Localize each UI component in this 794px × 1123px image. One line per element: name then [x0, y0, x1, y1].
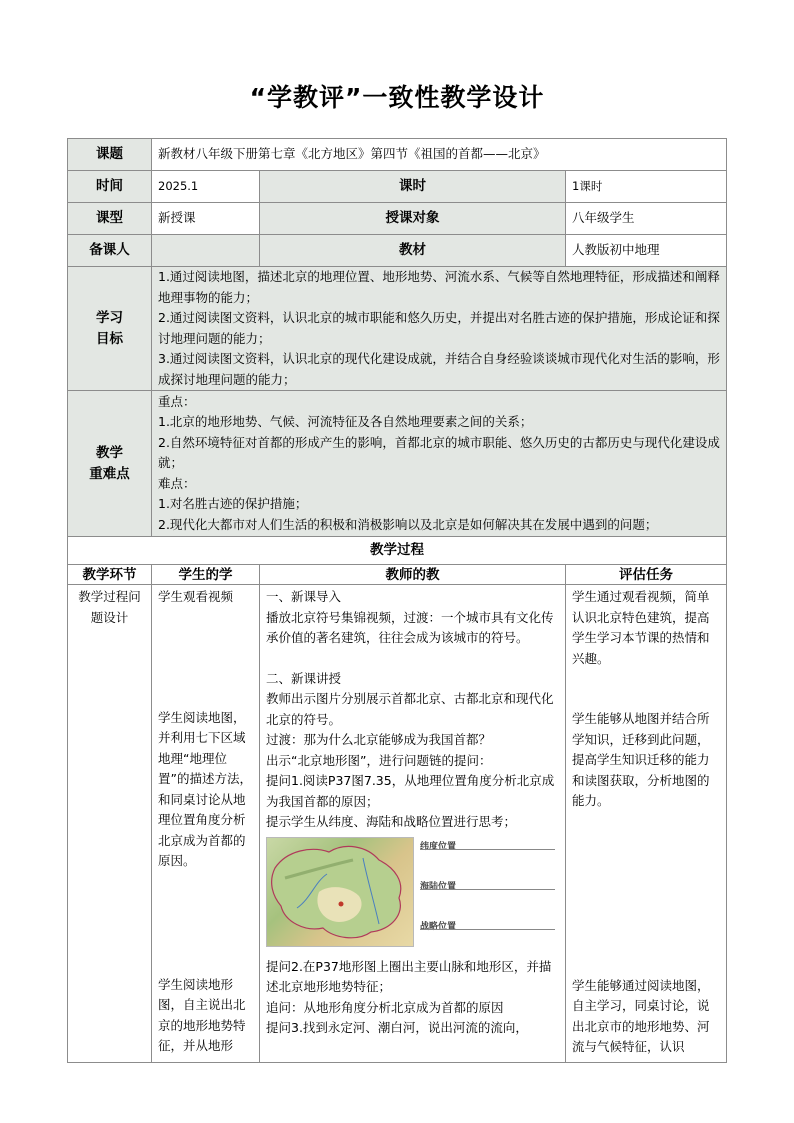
lecture-text: 教师出示图片分别展示首都北京、古都北京和现代化北京的符号。: [266, 691, 554, 727]
key-point-line: 1.北京的地形地势、气候、河流特征及各自然地理要素之间的关系；: [158, 414, 533, 430]
page-title: “学教评”一致性教学设计: [249, 83, 545, 112]
lecture-question-2: 提问2.在P37地形图上圈出主要山脉和地形区，并描述北京地形地势特征；: [266, 958, 552, 994]
lecture-title: 二、新课讲授: [266, 670, 342, 686]
stage-cell: 教学过程问题设计: [68, 585, 152, 1063]
lecture-follow-up: 追问：从地形角度分析北京成为首都的原因: [266, 999, 504, 1015]
lecture-question-1: 提问1.阅读P37图7.35，从地理位置角度分析北京成为我国首都的原因；: [266, 773, 555, 809]
key-point-line: 重点：: [158, 393, 196, 409]
hours-value: 1课时: [566, 171, 727, 203]
key-points-content: [152, 391, 727, 537]
lecture-transition: 过渡：那为什么北京能够成为我国首都？: [266, 732, 492, 747]
header-stage: 教学环节: [68, 565, 152, 585]
header-teacher: 教师的教: [260, 565, 566, 585]
lecture-map-intro: 出示“北京地形图”，进行问题链的提问：: [266, 752, 492, 768]
objectives-content: [152, 267, 727, 391]
topic-row: [68, 139, 727, 171]
objective-item: 3.通过阅读图文资料，认识北京的现代化建设成就，并结合自身经验谈谈城市现代化对生活的影响，形成探讨地理问题的能力；: [158, 351, 720, 387]
answer-line: [420, 849, 555, 850]
lesson-plan-table: [67, 138, 727, 1063]
student-cell: [152, 585, 260, 1063]
map-label-list: [420, 837, 559, 945]
student-p3: 学生阅读地形图，自主说出北京的地形地势特征，并从地形: [158, 976, 246, 1053]
map-label-strategic: 战略位置: [420, 921, 457, 932]
map-label-latitude: 纬度位置: [420, 841, 457, 852]
process-section-title: 教学过程: [68, 537, 727, 565]
type-value: 新授课: [152, 203, 260, 235]
preparer-value: [152, 235, 260, 267]
hours-label: 课时: [260, 171, 566, 203]
objective-item: 1.通过阅读地图，描述北京的地理位置、地形地势、河流水系、气候等自然地理特征，形成描述和阐释地理事物的能力；: [158, 269, 720, 305]
evaluation-1: 学生通过观看视频，简单认识北京特色建筑，提高学生学习本节课的热情和兴趣。: [572, 589, 710, 666]
lecture-question-3: 提问3.找到永定河、潮白河，说出河流的流向，: [266, 1020, 528, 1035]
intro-text: 播放北京符号集锦视频，过渡：一个城市具有文化传承价值的著名建筑，往往会成为该城市的符号。: [266, 609, 554, 645]
answer-line: [420, 929, 555, 930]
time-label: 时间: [68, 171, 152, 203]
preparer-label: 备课人: [68, 235, 152, 267]
audience-value: 八年级学生: [566, 203, 727, 235]
objective-item: 2.通过阅读图文资料，认识北京的城市职能和悠久历史，并提出对名胜古迹的保护措施，形成论证和探讨地理问题的能力；: [158, 310, 720, 346]
textbook-label: 教材: [260, 235, 566, 267]
lecture-hint: 提示学生从纬度、海陆和战略位置进行思考；: [266, 814, 517, 829]
student-p2: 学生阅读地图，并利用七下区域地理“地理位置”的描述方法，和同桌讨论从地理位置角度分析北京成为首都的原因。: [158, 709, 252, 868]
type-row: [68, 203, 727, 235]
evaluation-2: 学生能够从地图并结合所学知识，迁移到此问题，提高学生知识迁移的能力和读图获取，分析地图的能力。: [572, 711, 710, 808]
topic-label: 课题: [68, 139, 152, 171]
key-point-line: 2.现代化大都市对人们生活的积极和消极影响以及北京是如何解决其在发展中遇到的问题；: [158, 516, 658, 532]
evaluation-cell: [566, 585, 727, 1063]
audience-label: 授课对象: [260, 203, 566, 235]
objectives-label: 学习 目标: [68, 267, 152, 391]
key-points-row: [68, 391, 727, 537]
teacher-cell: [260, 585, 566, 1063]
time-row: [68, 171, 727, 203]
type-label: 课型: [68, 203, 152, 235]
process-section-row: [68, 537, 727, 565]
header-student: 学生的学: [152, 565, 260, 585]
map-figure: [266, 837, 559, 947]
map-label-land-sea: 海陆位置: [420, 881, 457, 892]
time-value: 2025.1: [152, 171, 260, 203]
student-p1: 学生观看视频: [158, 589, 234, 604]
textbook-value: 人教版初中地理: [566, 235, 727, 267]
beijing-terrain-map: [266, 837, 414, 947]
key-points-label: 教学 重难点: [68, 391, 152, 537]
intro-title: 一、新课导入: [266, 589, 342, 604]
terrain-map-graphic: [267, 838, 413, 946]
topic-value: 新教材八年级下册第七章《北方地区》第四节《祖国的首都——北京》: [152, 139, 727, 171]
header-evaluation: 评估任务: [566, 565, 727, 585]
key-point-line: 2.自然环境特征对首都的形成产生的影响，首都北京的城市职能、悠久历史的古都历史与现代化建设成就；: [158, 434, 720, 471]
preparer-row: [68, 235, 727, 267]
objectives-row: [68, 267, 727, 391]
process-header-row: [68, 565, 727, 585]
key-point-line: 难点：: [158, 475, 196, 491]
key-point-line: 1.对名胜古迹的保护措施；: [158, 496, 308, 512]
process-content-row: [68, 585, 727, 1063]
evaluation-3: 学生能够通过阅读地图，自主学习，同桌讨论，说出北京市的地形地势、河流与气候特征，认识: [572, 977, 710, 1054]
answer-line: [420, 889, 555, 890]
